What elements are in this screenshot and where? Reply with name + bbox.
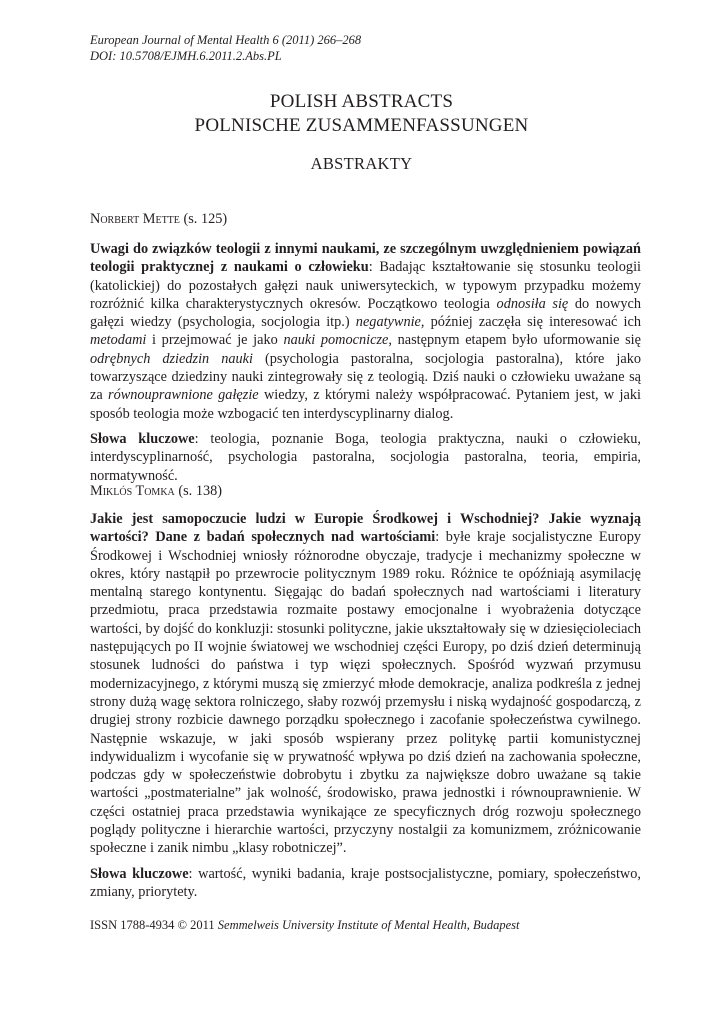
body-text: i przejmować je jako: [146, 332, 284, 349]
page-ref: (s. 125): [183, 211, 228, 227]
abstract-title: Jakie jest samopoczucie ludzi w Europie Środkowej i Wschodniej? Jakie wyznają wartości? Dane z badań społecznych nad wartościami: [90, 511, 641, 546]
abstract-1: [90, 240, 641, 485]
author-name: Norbert Mette: [90, 211, 180, 227]
abstract-title: Uwagi do związków teologii z innymi naukami, ze szczególnym uwzględnieniem powiązań teologii praktycznej z naukami o człowieku: [90, 241, 641, 276]
title-abstrakty: ABSTRAKTY: [310, 154, 413, 173]
body-text: następnym etapem było uformowanie się: [391, 332, 641, 349]
body-text: (psychologia pastoralna, socjologia pastoralna), które jako towarzyszące dziedziny nauki zintegrowały się z teologią. Dziś nauki o człowieku uważane są za: [90, 350, 642, 404]
body-italic: negatywnie: [355, 314, 421, 331]
issn-copyright: ISSN 1788-4934 © 2011: [90, 918, 218, 932]
body-italic: odrębnych dziedzin nauki: [90, 350, 253, 367]
body-text: : Badając kształtowanie się stosunku teologii (katolickiej) do pozostałych gałęzi nauk uniwersyteckich, w typowym przypadku możemy rozróżnić kilka charakterystycznych okresów. Początkowo teologia: [90, 259, 642, 312]
keywords-text: : wartość, wyniki badania, kraje postsocjalistyczne, pomiary, społeczeństwo, zmiany, priorytety.: [90, 865, 641, 900]
abstract-body: [90, 240, 641, 423]
title-polnische-zusammenfassungen: POLNISCHE ZUSAMMENFASSUNGEN: [194, 115, 529, 136]
author-line-1: [90, 210, 227, 228]
doi: DOI: 10.5708/EJMH.6.2011.2.Abs.PL: [90, 49, 282, 63]
body-italic: nauki pomocnicze,: [283, 332, 392, 349]
keywords-label: Słowa kluczowe: [90, 430, 195, 447]
keywords-label: Słowa kluczowe: [90, 865, 189, 882]
body-italic: równouprawnione gałęzie: [108, 387, 259, 404]
journal-citation: European Journal of Mental Health 6 (2011) 266–268: [90, 33, 362, 47]
publisher: Semmelweis University Institute of Mental Health, Budapest: [217, 918, 520, 932]
author-name: Miklós Tomka: [90, 483, 175, 499]
page-ref: (s. 138): [178, 483, 223, 499]
body-text: wiedzy, z którymi należy współpracować. Pytaniem jest, w jaki sposób teologia może wzbogacić ten interdyscyplinarny dialog.: [90, 387, 641, 422]
keywords: [90, 430, 641, 485]
keywords-text: : teologia, poznanie Boga, teologia praktyczna, nauki o człowieku, interdyscyplinarność, psychologia pastoralna, socjologia pastoralna, teoria, empiria, normatywność.: [90, 430, 641, 484]
body-text: : byłe kraje socjalistyczne Europy Środkowej i Wschodniej wniosły różnorodne obyczaje, tradycje i mechanizmy społeczne w okres, który nastąpił po przewrocie politycznym 1989 roku. Różnice te opóźniają asymilację mentalną starego kontynentu. Sięgając do badań społecznych nad wartościami i literatury przedmiotu, praca przedstawia rozmaite postawy emocjonalne i wyobrażenia dotyczące wartości, by dojść do konkluzji: stosunki polityczne, jakie ukształtowały się w dziesięcioleciach następujących po II wojnie światowej we wschodniej części Europy, po dziś dzień determinują stosunek ludności do państwa i typ więzi społecznych. Spośród wyzwań przymusu modernizacyjnego, z którymi muszą się zmierzyć młode demokracje, analiza podkreśla z jednej strony dużą wagę sektora rolniczego, słaby rozwój przemysłu i niską wydajność gospodarczą, z drugiej strony rozbicie dawnego porządku społecznego i zacofanie społeczeństwa cywilnego. Następnie wskazuje, w jaki sposób wspierany przez politykę partii komunistycznej indywidualizm i wycofanie się w prywatność wpływa po dziś dzień na zachowania społeczne, podczas gdy w społeczeństwie dobrobytu i zbytku za największe dobro uważane są takie wartości „postmaterialne” jak wolność, środowisko, prawa jednostki i równouprawnienie. W części ostatniej praca przedstawia wynikające ze specyficznych dróg rozwoju społecznego poglądy polityczne i hierarchie wartości, przyczyny nostalgii za komunizmem, zróżnicowanie społeczne i zanik nimbu „klasy robotniczej”.: [90, 529, 641, 857]
body-text: , później zaczęła się interesować ich: [420, 314, 641, 331]
body-italic: odnosiła się: [496, 295, 569, 312]
footer: [90, 917, 519, 933]
title-polish-abstracts: POLISH ABSTRACTS: [269, 91, 454, 112]
abstract-2: [90, 510, 641, 901]
author-line-2: [90, 482, 222, 500]
body-italic: metodami: [90, 332, 147, 349]
abstract-body: [90, 510, 641, 858]
body-text: do nowych gałęzi wiedzy (psychologia, socjologia itp.): [90, 295, 641, 331]
journal-header: [90, 32, 361, 64]
keywords: [90, 865, 641, 902]
